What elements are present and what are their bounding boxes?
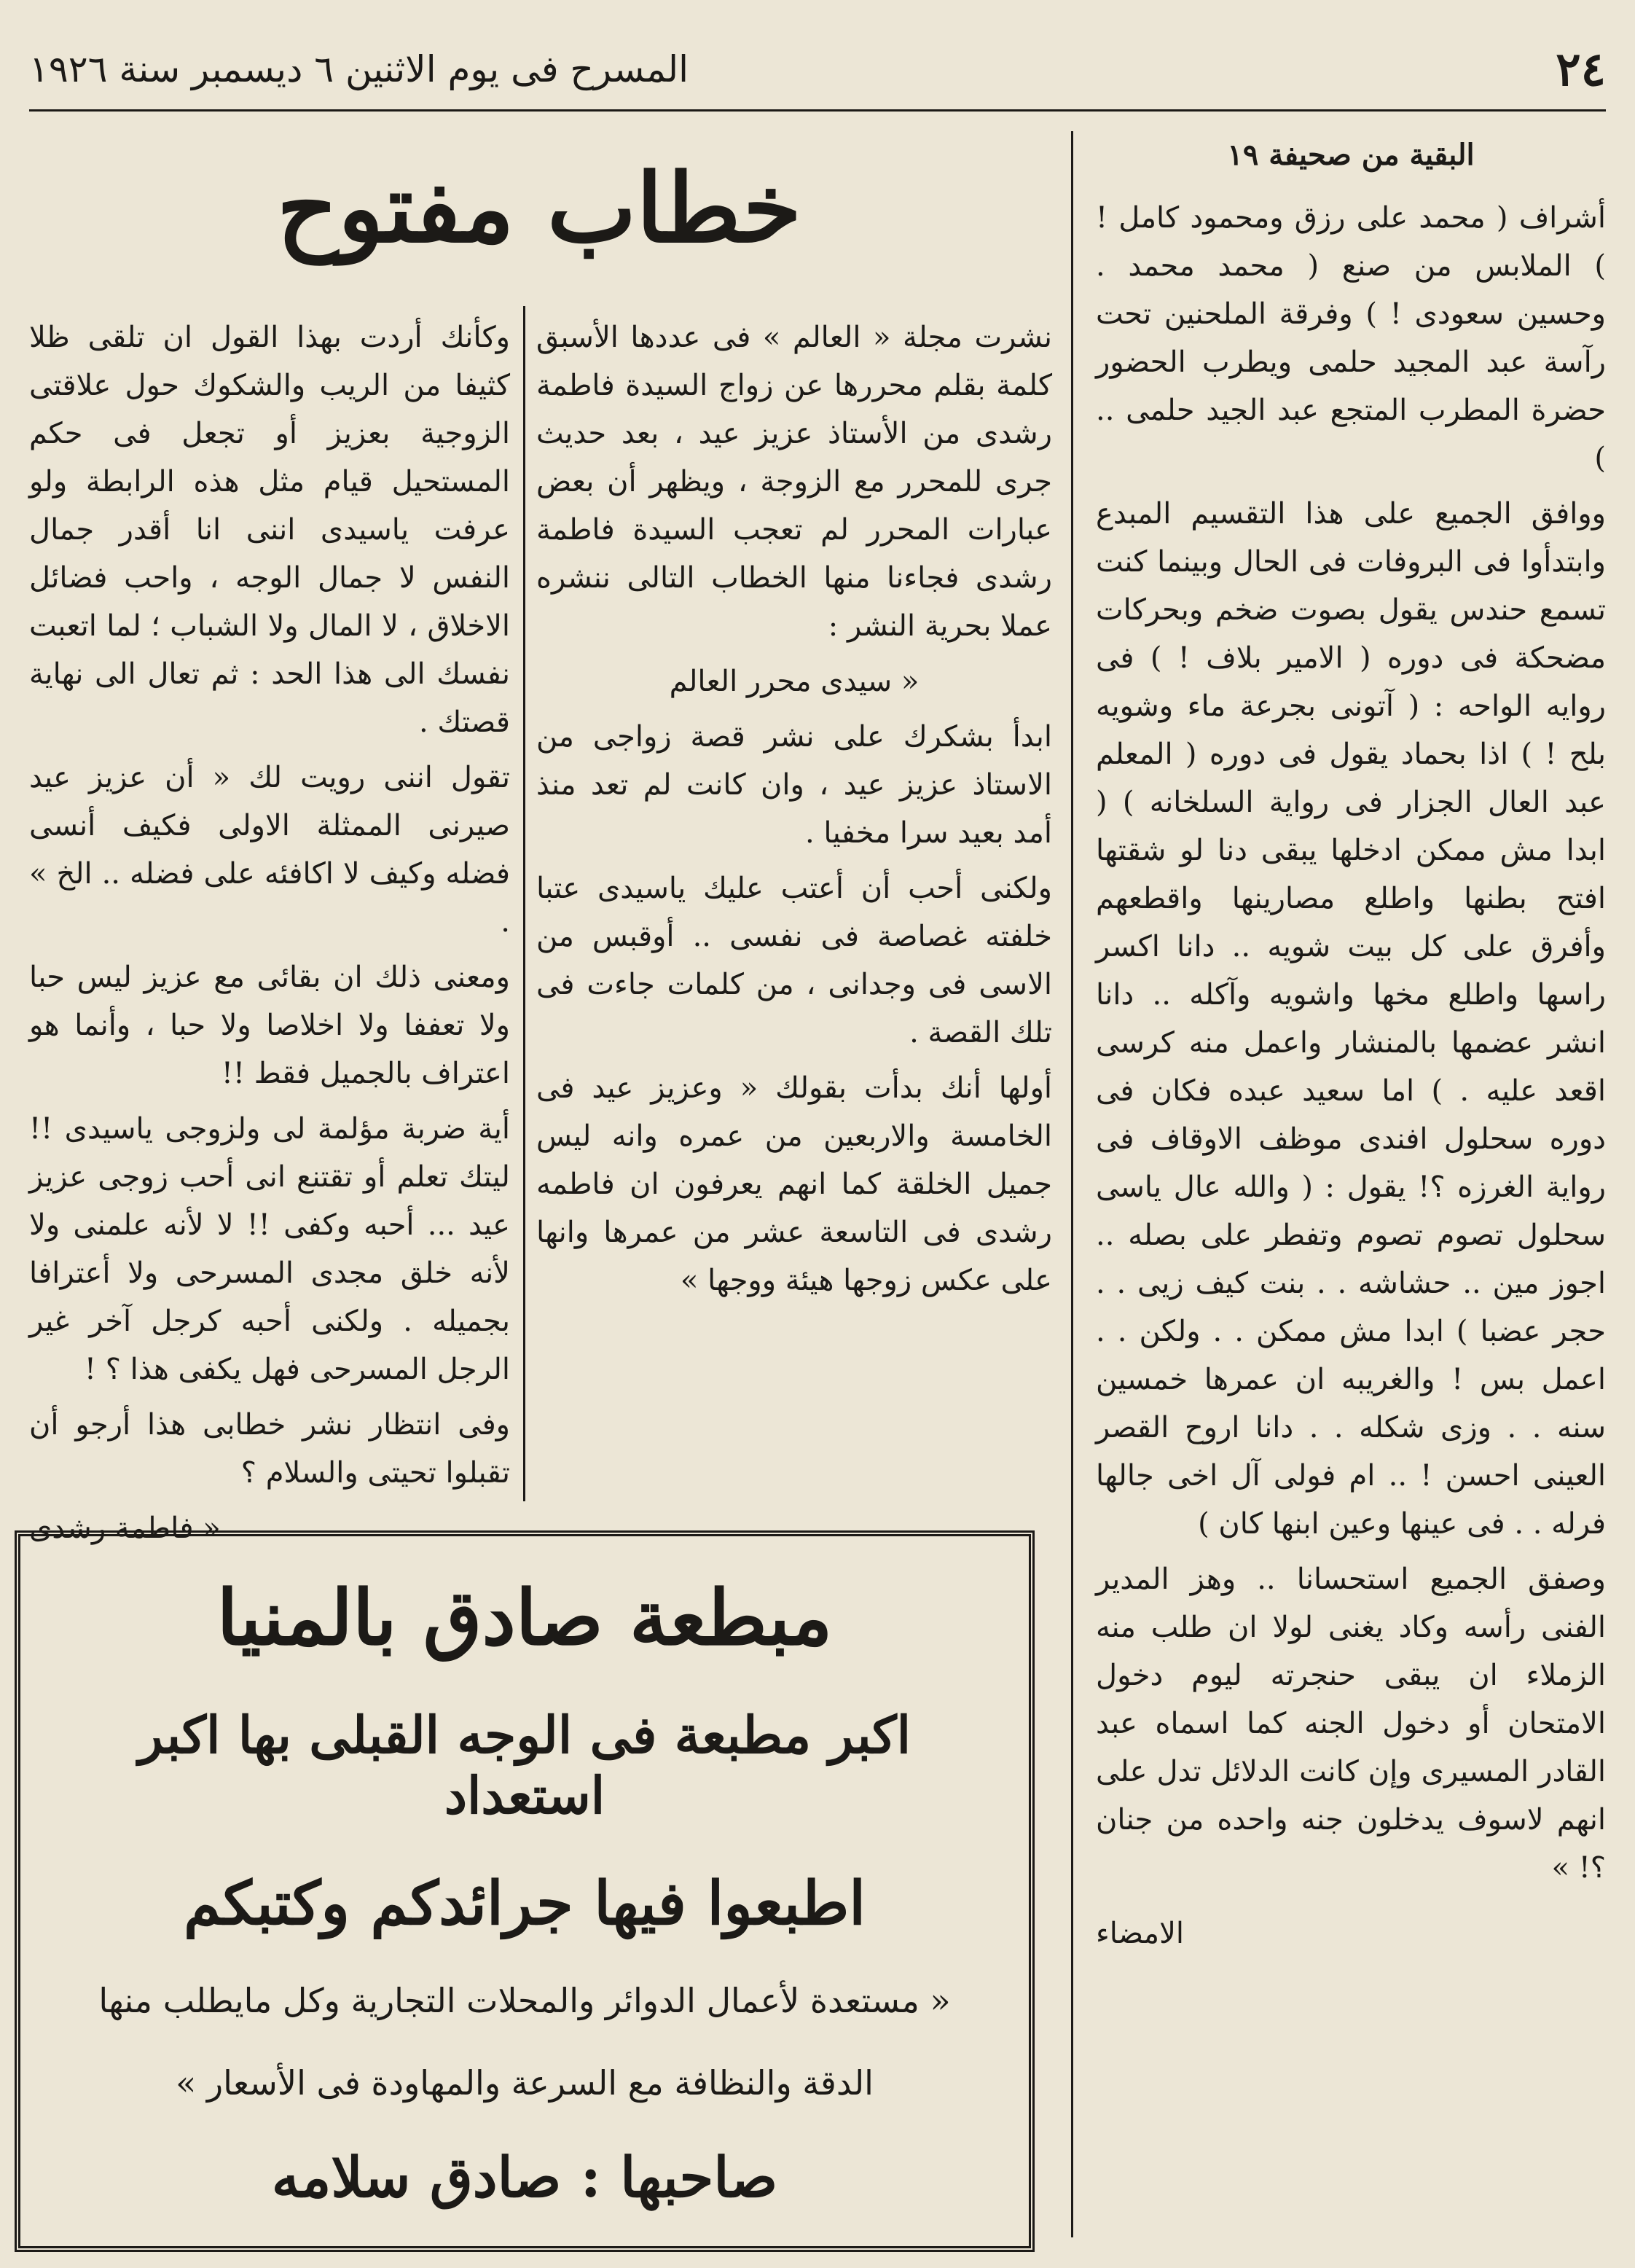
continuation-paragraph: أشراف ( محمد على رزق ومحمود كامل ! ) الملابس من صنع ( محمد محمد . وحسين سعودى ! ) وفرقة الملحنين تحت رآسة عبد المجيد حلمى ويطرب الحضور حضرة المطرب المتجع عبد الجيد حلمى .. ) <box>1096 201 1606 475</box>
continuation-paragraph: ووافق الجميع على هذا التقسيم المبدع وابتدأوا فى البروفات فى الحال وبينما كنت تسمع حندس يقول بصوت ضخم وبحركات مضحكة فى دوره ( الامير بلاف ! ) فى روايه الواحه : ( آتونى بجرعة ماء وشويه بلح ! ) اذا بحماد يقول فى دوره ( المعلم عبد العال الجزار فى رواية السلخانه ) ( ابدا مش ممكن ادخلها يبقى دنا لو شقتها افتح بطنها واطلع مصارينها واقطعهم وأفرق على كل بيت شويه .. دانا اكسر راسها واطلع مخها واشويه وآكله .. دانا انشر عضمها بالمنشار واعمل منه كرسى اقعد عليه . ) اما سعيد عبده فكان فى دوره سحلول افندى موظف الاوقاف فى رواية الغرزه ؟! يقول : ( والله عال ياسى سحلول تصوم تصوم وتفطر على بصله .. اجوز مين .. حشاشه . . بنت كيف زيى . . حجر عضبا ) ابدا مش ممكن . . ولكن . . اعمل بس ! والغريبه ان عمرها خمسين سنه . . وزى شكله . . دانا اروح القصر العينى احسن ! .. ام فولى آل اخى جالها فرله . . فى عينها وعين ابنها كان ) <box>1096 497 1606 1541</box>
letter-title: خطاب مفتوح <box>277 152 801 264</box>
letter-paragraph: تقول اننى رويت لك « أن عزيز عيد صيرنى الممثلة الاولى فكيف أنسى فضله وكيف لا اكافئه على فضله .. الخ » . <box>29 761 510 939</box>
continuation-heading: البقية من صحيفة ١٩ <box>1227 138 1475 172</box>
letter-column-2 <box>29 313 510 1545</box>
printing-press-advertisement <box>15 1530 1035 2252</box>
letter-signature: « فاطمة رشدى <box>29 1512 221 1545</box>
letter-paragraph: وكأنك أردت بهذا القول ان تلقى ظلا كثيفا من الريب والشكوك حول علاقتى الزوجية بعزيز أو تجعل فى حكم المستحيل قيام مثل هذه الرابطة ولو عرفت ياسيدى اننى انا أقدر جمال النفس لا جمال الوجه ، واحب فضائل الاخلاق ، لا المال ولا الشباب ؛ لما اتعبت نفسك الى هذا الحد : ثم تعال الى نهاية قصتك . <box>29 321 510 739</box>
letter-paragraph: ولكنى أحب أن أعتب عليك ياسيدى عتبا خلفته غصاصة فى نفسى .. أوقبس من الاسى فى وجدانى ، من كلمات جاءت فى تلك القصة . <box>536 872 1053 1049</box>
running-title: المسرح فى يوم الاثنين ٦ ديسمبر سنة ١٩٢٦ <box>29 48 689 90</box>
continuation-signature: الامضاء <box>1096 1917 1185 1950</box>
ad-call: اطبعوا فيها جرائدكم وكتبكم <box>183 1868 866 1939</box>
ad-tagline: اكبر مطبعة فى الوجه القبلى بها اكبر استعداد <box>138 1705 911 1826</box>
letter-paragraph: ابدأ بشكرك على نشر قصة زواجى من الاستاذ عزيز عيد ، وان كانت لم تعد منذ أمد بعيد سرا مخفيا . <box>536 720 1052 850</box>
ad-name: مبطعة صادق بالمنيا <box>216 1573 833 1662</box>
letter-salutation: « سيدى محرر العالم <box>669 665 920 698</box>
continuation-paragraph: وصفق الجميع استحسانا .. وهز المدير الفنى رأسه وكاد يغنى لولا ان طلب منه الزملاء ان يبقى حنجرته ليوم دخول الامتحان أو دخول الجنه كما اسماه عبد القادر المسيرى وإن كانت الدلائل تدل على انهم لاسوف يدخلون جنه واحده من جنان ؟! » <box>1096 1563 1606 1885</box>
column-divider <box>1071 131 1073 2237</box>
letter-column-1 <box>536 313 1052 1509</box>
ad-line: « مستعدة لأعمال الدوائر والمحلات التجارية وكل مايطلب منها <box>98 1981 951 2021</box>
letter-paragraph: وفى انتظار نشر خطابى هذا أرجو أن تقبلوا تحيتى والسلام ؟ <box>29 1408 510 1490</box>
ad-line: الدقة والنظافة مع السرعة والمهاودة فى الأسعار » <box>176 2062 874 2103</box>
page-number: ٢٤ <box>1556 42 1606 97</box>
letter-intro: نشرت مجلة « العالم » فى عددها الأسبق كلمة بقلم محررها عن زواج السيدة فاطمة رشدى من الأستاذ عزيز عيد ، بعد حديث جرى للمحرر مع الزوجة ، ويظهر أن بعض عبارات المحرر لم تعجب السيدة فاطمة رشدى فجاءنا منها الخطاب التالى ننشره عملا بحرية النشر : <box>536 321 1052 643</box>
letter-paragraph: أولها أنك بدأت بقولك « وعزيز عيد فى الخامسة والاربعين من عمره وانه ليس جميل الخلقة كما انهم يعرفون ان فاطمه رشدى فى التاسعة عشر من عمرها وانها على عكس زوجها هيئة ووجها » <box>536 1071 1052 1297</box>
page-header <box>29 29 1606 112</box>
ad-owner: صاحبها : صادق سلامه <box>271 2144 778 2210</box>
letter-paragraph: أية ضربة مؤلمة لى ولزوجى ياسيدى !! ليتك تعلم أو تقتنع انى أحب زوجى عزيز عيد ... أحبه وكفى !! لا لأنه علمنى ولا لأنه خلق مجدى المسرحى ولا أعترافا بجميله . ولكنى أحبه كرجل آخر غير الرجل المسرحى فهل يكفى هذا ؟ ! <box>29 1112 510 1386</box>
continuation-column <box>1096 131 1606 2230</box>
column-divider <box>523 306 525 1501</box>
letter-paragraph: ومعنى ذلك ان بقائى مع عزيز ليس حبا ولا تعففا ولا اخلاصا ولا حبا ، وأنما هو اعتراف بالجميل فقط !! <box>29 961 510 1090</box>
